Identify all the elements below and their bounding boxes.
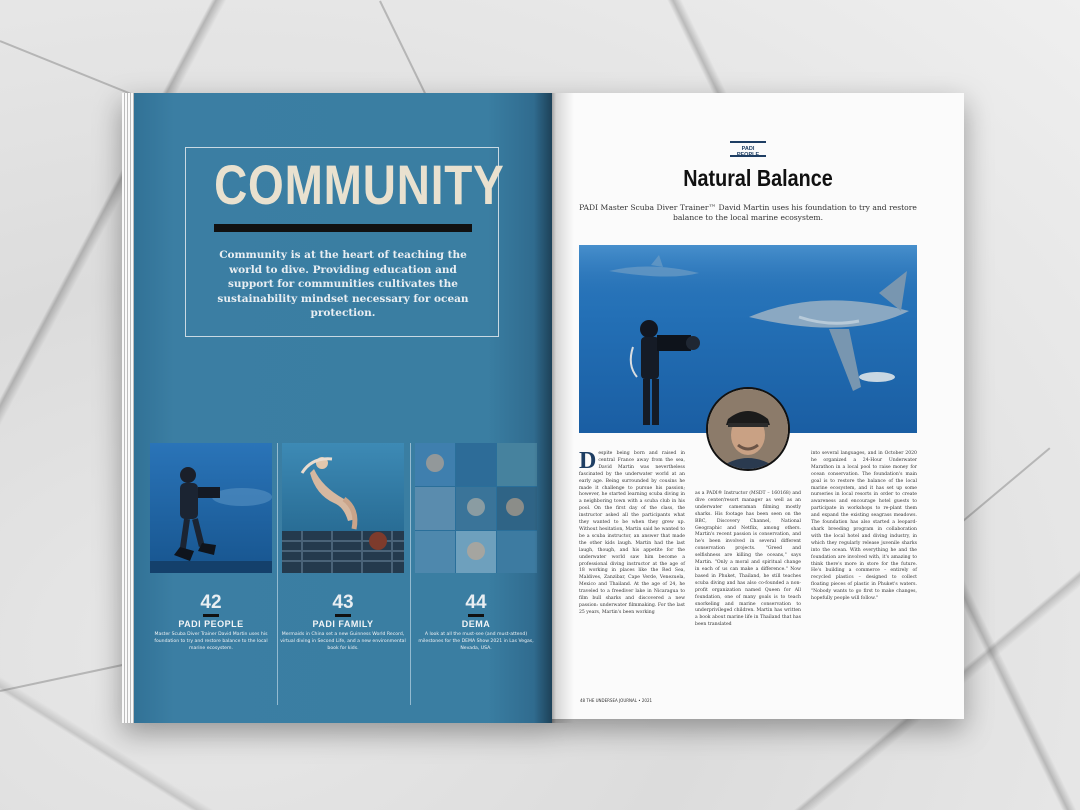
feature-caption [279, 593, 407, 652]
drop-cap: D [579, 448, 597, 474]
page-number: 43 [332, 592, 354, 613]
page-edges [122, 93, 134, 723]
page-footer: 48 THE UNDERSEA JOURNAL • 2021 [580, 698, 653, 703]
page-number: 44 [465, 592, 487, 613]
column-divider [410, 443, 411, 705]
number-underline [468, 614, 484, 617]
feature-caption [412, 593, 540, 652]
intro-text: Community is at the heart of teaching the world to dive. Providing education and support for communities cultivates the sustainability mindset necessary for ocean protection. [217, 249, 469, 319]
column-text: espite being born and raised in central France away from the sea, David Martin was nevertheless fascinated by the underwater world at an early age. Being surrounded by cousins he made it challenge to pursue his passion; however, he started learning scuba diving in a neighboring town with a scuba club in his pool. On the first day of the class, the instructor asked all the participants what they wanted to be when they grew up. Without hesitation, Martin said he wanted to be a scuba instructor, an answer that made the other kids laugh. Martin had the last laugh, though, and his appetite for the underwater world saw him become a professional diving instructor at the age of 18 working in places like the Red Sea, Maldives, Zanzibar, Cape Verde, Venezuela, Mexico and Thailand. At the age of 24, he traveled to a freediver lake in Nicaragua to film bull sharks and discovered a new passion: underwater filmmaking. For the last 25 years, Martin's been working [579, 451, 685, 615]
column-text: into several languages, and in October 2020 he organized a 24-Hour Underwater Marathon in a local pool to raise money for ocean conservation. The foundation's main goal is to restore the balance of the local marine ecosystem, and it has set up some nurseries in local resorts in order to create awareness and encourage hotel guests to participate in workshops to re-plant them and expand the existing seagrass meadows. The foundation has also started a leopard-shark breeding program in collaboration with the local hotel and diving industry, in which they regularly release juvenile sharks into the ocean. With everything he and the foundation are involved with, it's amazing to think there's more in store for the future. He's building a commerce – entirely of recycled plastics – designed to collect floating pieces of plastic in Phuket's waters. "Nobody wants to go first to make changes, hopefully people will follow." [811, 451, 917, 602]
feature-description: Mermaids in China set a new Guinness World Record, virtual diving in Second Life, and a new environmental book for kids. [280, 632, 406, 651]
photo-dema [415, 443, 537, 573]
kicker-rule [730, 155, 766, 157]
left-page [122, 93, 552, 723]
number-underline [335, 614, 351, 617]
feature-caption [147, 593, 275, 652]
photo-padi-family [282, 443, 404, 573]
article-standfirst: PADI Master Scuba Diver Trainer™ David Martin uses his foundation to try and restore balance to the local marine ecosystem. [579, 203, 917, 222]
photo-padi-people [150, 443, 272, 573]
page-number: 42 [200, 592, 222, 613]
article-headline: Natural Balance [683, 165, 833, 191]
heading-frame [185, 147, 505, 337]
spine-shadow [534, 93, 574, 723]
feature-title: PADI FAMILY [312, 619, 374, 629]
column-text: as a PADI® Instructor (MSDT – 160168) and dive center/resort manager as well as an underwater cameraman filming mostly sharks. His footage has been seen on the BBC, Discovery Channel, National Geographic and Netflix, among others. Martin's recent passion is conservation, and he's been involved in several different conservation projects. "Greed and selfishness are killing the oceans," says Martin. "Only a moral and spiritual change in each of us can make a difference." Now based in Phuket, Thailand, he still teaches scuba diving and has also co-founded a non-profit organization named Queen for All foundation, one of many goals is to teach snorkeling and marine conservation to underprivileged children. Martin has written a book about marine life in Thailand that has been translated [695, 491, 801, 628]
kicker-rule [730, 141, 766, 143]
author-portrait [706, 387, 790, 471]
column-divider [277, 443, 278, 705]
magazine-spread [122, 93, 964, 723]
feature-description: A look at all the must-see (and must-attend) milestones for the DEMA Show 2021 in Las Vegas, Nevada, USA. [418, 632, 534, 651]
article-column-1 [579, 448, 685, 617]
number-underline [203, 614, 219, 617]
section-kicker: PADI [741, 146, 755, 152]
feature-title: DEMA [461, 619, 491, 629]
heading-underline [214, 224, 472, 232]
feature-description: Master Scuba Diver Trainer David Martin uses his foundation to try and restore balance to the local marine ecosystem. [154, 632, 268, 651]
article-column-3 [811, 451, 917, 603]
section-heading: COMMUNITY [214, 153, 505, 216]
article-column-2 [695, 491, 801, 629]
right-page [552, 93, 964, 719]
feature-title: PADI PEOPLE [178, 619, 244, 629]
